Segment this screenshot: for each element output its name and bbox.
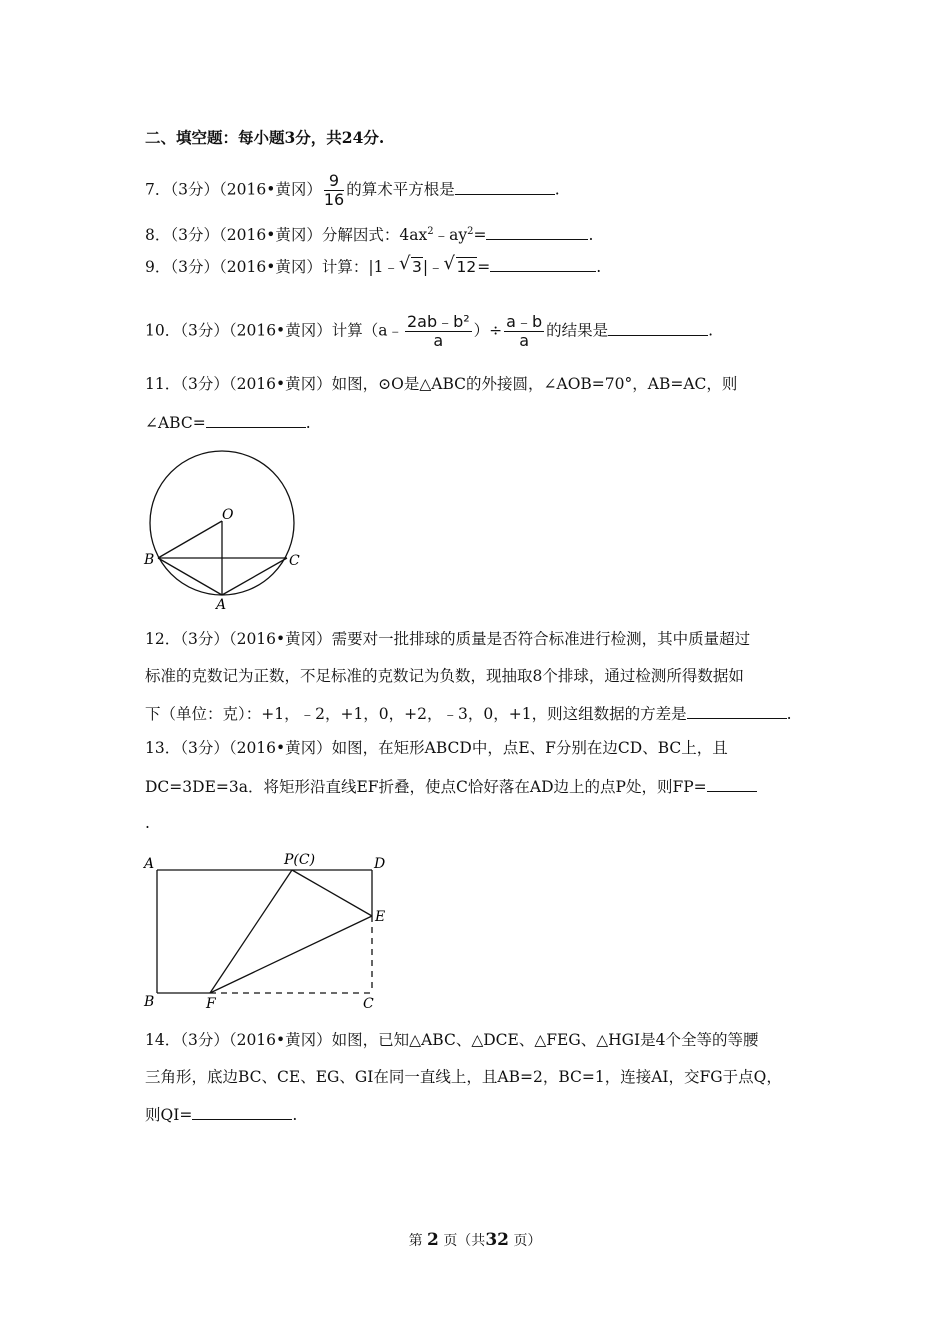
label-B: B <box>144 552 155 568</box>
segment-FP <box>210 870 292 993</box>
sqrt-3: √ 3 <box>398 253 422 276</box>
figure-circle-triangle <box>140 445 310 615</box>
segment-BO <box>158 521 222 558</box>
question-14-line2: 三角形，底边BC、CE、EG、GI在同一直线上，且AB=2，BC=1，连接AI，交FG于点Q， <box>145 1068 782 1086</box>
question-10: 10．（3分）（2016•黄冈）计算（a﹣ $\frac{\text{2ab﹣b²}}{a}$ ）÷ $\frac{a﹣b}{a}$ 的结果是 . <box>145 312 714 350</box>
question-12-line1: 12．（3分）（2016•黄冈）需要对一批排球的质量是否符合标准进行检测，其中质量超过 <box>145 630 751 648</box>
answer-blank <box>687 703 787 719</box>
label-P-C: P(C) <box>284 852 316 868</box>
label-C: C <box>363 996 374 1012</box>
section-header: 二、填空题：每小题3分，共24分. <box>145 128 385 147</box>
sqrt-12: √ 12 <box>443 253 477 276</box>
answer-blank <box>206 412 306 428</box>
label-D: D <box>374 856 386 872</box>
question-8: 8．（3分）（2016•黄冈）分解因式：$4ax^2﹣ay^2=$ . <box>145 226 594 245</box>
label-B: B <box>144 994 155 1010</box>
fraction-2: $\frac{a﹣b}{a}$ <box>506 312 543 350</box>
question-11-line2: ∠ABC= . <box>145 414 311 432</box>
answer-blank <box>707 776 757 792</box>
question-14-line1: 14．（3分）（2016•黄冈）如图，已知△ABC、△DCE、△FEG、△HGI是4个全等的等腰 <box>145 1031 759 1049</box>
question-14-line3: 则QI= . <box>145 1106 298 1124</box>
question-13-line2: DC=3DE=3a．将矩形沿直线EF折叠，使点C恰好落在AD边上的点P处，则FP= <box>145 776 757 797</box>
question-12-line2: 标准的克数记为正数，不足标准的克数记为负数，现抽取8个排球，通过检测所得数据如 <box>145 667 744 685</box>
answer-blank <box>192 1104 292 1120</box>
page-footer: 第 2 页（共32 页） <box>408 1230 542 1250</box>
segment-FE <box>210 916 372 993</box>
label-E: E <box>375 909 386 925</box>
label-A: A <box>216 597 227 613</box>
segment-PE <box>292 870 372 916</box>
label-O: O <box>222 507 234 523</box>
question-13-line3: . <box>145 814 150 832</box>
fraction-1: $\frac{\text{2ab﹣b²}}{a}$ <box>406 312 470 350</box>
answer-blank <box>486 224 588 240</box>
question-13-line1: 13．（3分）（2016•黄冈）如图，在矩形ABCD中，点E、F分别在边CD、BC上，且 <box>145 739 728 757</box>
question-9: 9．（3分）（2016•黄冈）计算：|1﹣ √ 3|﹣ √ 12= . <box>145 253 602 276</box>
segment-CA <box>222 558 287 595</box>
fraction-9-16: $\frac{9}{16}$ <box>323 171 345 209</box>
label-F: F <box>206 996 216 1012</box>
label-C: C <box>289 553 300 569</box>
question-7: 7．（3分）（2016•黄冈） $\frac{9}{16}$ 的算术平方根是 . <box>145 171 560 209</box>
answer-blank <box>455 179 555 195</box>
segment-BA <box>158 558 222 595</box>
figure-rectangle-fold <box>140 848 400 1013</box>
answer-blank <box>490 256 596 272</box>
answer-blank <box>608 320 708 336</box>
label-A: A <box>144 856 155 872</box>
question-11-line1: 11．（3分）（2016•黄冈）如图，⊙O是△ABC的外接圆，∠AOB=70°，AB=AC，则 <box>145 375 738 393</box>
question-12-line3: 下（单位：克）：+1，﹣2，+1，0，+2，﹣3，0，+1，则这组数据的方差是 . <box>145 705 792 723</box>
